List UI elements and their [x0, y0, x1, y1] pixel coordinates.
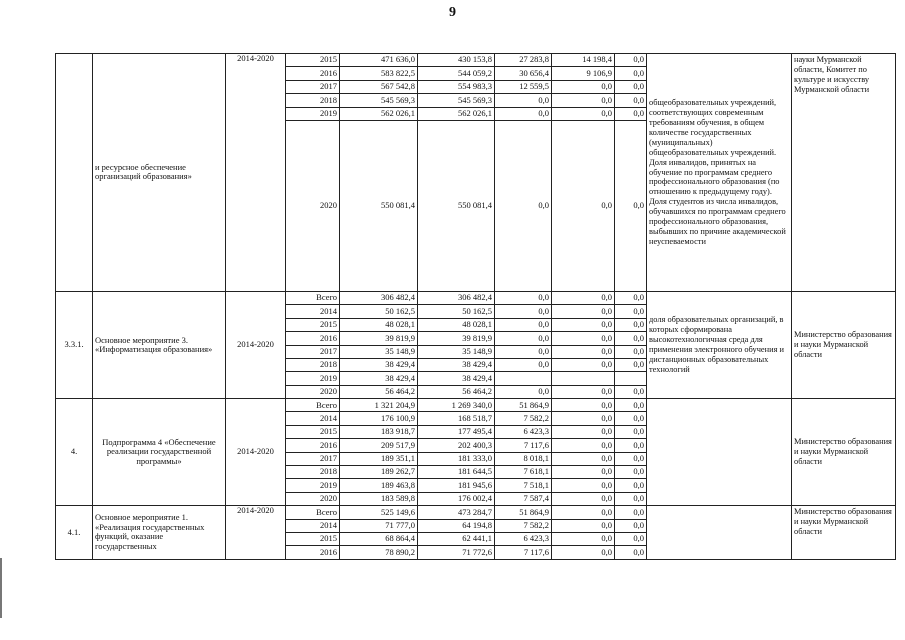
- local-budget: 0,0: [552, 291, 615, 304]
- table-row: [56, 506, 896, 519]
- other-sources: 0,0: [615, 345, 647, 358]
- federal-budget: 7 117,6: [495, 546, 552, 559]
- year: 2020: [286, 385, 340, 398]
- total: 189 262,7: [340, 466, 418, 479]
- total: 525 149,6: [340, 506, 418, 519]
- year: 2018: [286, 94, 340, 107]
- other-sources: 0,0: [615, 412, 647, 425]
- table-row: [56, 54, 896, 67]
- other-sources: 0,0: [615, 452, 647, 465]
- year: 2019: [286, 479, 340, 492]
- period: 2014-2020: [226, 54, 286, 292]
- activity-name: и ресурсное обеспечение организаций образования»: [93, 54, 226, 292]
- other-sources: 0,0: [615, 492, 647, 505]
- regional-budget: 64 194,8: [418, 519, 495, 532]
- regional-budget: 550 081,4: [418, 120, 495, 291]
- total: 471 636,0: [340, 54, 418, 67]
- year: 2017: [286, 345, 340, 358]
- federal-budget: 8 018,1: [495, 452, 552, 465]
- year: 2015: [286, 532, 340, 545]
- scan-margin-mark: [0, 558, 2, 618]
- federal-budget: 0,0: [495, 107, 552, 120]
- local-budget: 14 198,4: [552, 54, 615, 67]
- total: 71 777,0: [340, 519, 418, 532]
- year: Всего: [286, 399, 340, 412]
- regional-budget: 554 983,3: [418, 80, 495, 93]
- federal-budget: 12 559,5: [495, 80, 552, 93]
- local-budget: 0,0: [552, 492, 615, 505]
- local-budget: 0,0: [552, 332, 615, 345]
- local-budget: 0,0: [552, 318, 615, 331]
- other-sources: 0,0: [615, 519, 647, 532]
- other-sources: 0,0: [615, 291, 647, 304]
- federal-budget: 0,0: [495, 332, 552, 345]
- other-sources: 0,0: [615, 466, 647, 479]
- local-budget: 0,0: [552, 425, 615, 438]
- federal-budget: 51 864,9: [495, 399, 552, 412]
- local-budget: 0,0: [552, 479, 615, 492]
- total: 78 890,2: [340, 546, 418, 559]
- regional-budget: 62 441,1: [418, 532, 495, 545]
- year: 2016: [286, 67, 340, 80]
- other-sources: 0,0: [615, 107, 647, 120]
- regional-budget: 181 644,5: [418, 466, 495, 479]
- row-number: 4.: [56, 399, 93, 506]
- other-sources: 0,0: [615, 358, 647, 371]
- total: 209 517,9: [340, 439, 418, 452]
- total: 189 351,1: [340, 452, 418, 465]
- row-number: 4.1.: [56, 506, 93, 560]
- local-budget: 9 106,9: [552, 67, 615, 80]
- federal-budget: 30 656,4: [495, 67, 552, 80]
- regional-budget: 202 400,3: [418, 439, 495, 452]
- local-budget: 0,0: [552, 399, 615, 412]
- activity-name: Основное мероприятие 1. «Реализация государственных функций, оказание государственных: [93, 506, 226, 560]
- local-budget: 0,0: [552, 107, 615, 120]
- total: 550 081,4: [340, 120, 418, 291]
- local-budget: 0,0: [552, 532, 615, 545]
- total: 545 569,3: [340, 94, 418, 107]
- other-sources: 0,0: [615, 532, 647, 545]
- regional-budget: 177 495,4: [418, 425, 495, 438]
- indicator-text: [647, 54, 792, 292]
- year: 2015: [286, 54, 340, 67]
- federal-budget: 7 618,1: [495, 466, 552, 479]
- regional-budget: 38 429,4: [418, 358, 495, 371]
- total: 583 822,5: [340, 67, 418, 80]
- local-budget: 0,0: [552, 305, 615, 318]
- federal-budget: 0,0: [495, 358, 552, 371]
- regional-budget: 50 162,5: [418, 305, 495, 318]
- total: 48 028,1: [340, 318, 418, 331]
- other-sources: 0,0: [615, 546, 647, 559]
- regional-budget: 39 819,9: [418, 332, 495, 345]
- federal-budget: 0,0: [495, 291, 552, 304]
- other-sources: 0,0: [615, 506, 647, 519]
- total: 1 321 204,9: [340, 399, 418, 412]
- year: 2015: [286, 425, 340, 438]
- indicator-text: доля образовательных организаций, в которых сформирована высокотехнологичная среда для применения электронного обучения и дистанционных образовательных технологий: [647, 291, 792, 398]
- table-row: [56, 399, 896, 412]
- year: 2019: [286, 372, 340, 385]
- federal-budget: 7 582,2: [495, 519, 552, 532]
- total: 189 463,8: [340, 479, 418, 492]
- indicator-line: общеобразовательных учреждений, соответствующих современным требованиям обучения, в общем количестве государственных (муниципальных) общеобразовательных учреждений.: [649, 98, 777, 157]
- federal-budget: 0,0: [495, 385, 552, 398]
- page-number: 9: [449, 5, 456, 20]
- local-budget: 0,0: [552, 412, 615, 425]
- total: 176 100,9: [340, 412, 418, 425]
- indicator-text: [647, 506, 792, 560]
- federal-budget: 0,0: [495, 305, 552, 318]
- row-number: [56, 54, 93, 292]
- year: 2016: [286, 546, 340, 559]
- regional-budget: 545 569,3: [418, 94, 495, 107]
- budget-table: [55, 53, 896, 560]
- federal-budget: 51 864,9: [495, 506, 552, 519]
- year: 2015: [286, 318, 340, 331]
- period: 2014-2020: [226, 399, 286, 506]
- other-sources: 0,0: [615, 332, 647, 345]
- other-sources: 0,0: [615, 399, 647, 412]
- other-sources: 0,0: [615, 479, 647, 492]
- regional-budget: 473 284,7: [418, 506, 495, 519]
- total: 35 148,9: [340, 345, 418, 358]
- year: 2020: [286, 492, 340, 505]
- row-number: 3.3.1.: [56, 291, 93, 398]
- total: 68 864,4: [340, 532, 418, 545]
- local-budget: 0,0: [552, 385, 615, 398]
- local-budget: 0,0: [552, 94, 615, 107]
- other-sources: 0,0: [615, 67, 647, 80]
- local-budget: 0,0: [552, 439, 615, 452]
- year: 2014: [286, 412, 340, 425]
- local-budget: [552, 372, 615, 385]
- activity-name: Основное мероприятие 3. «Информатизация образования»: [93, 291, 226, 398]
- regional-budget: 38 429,4: [418, 372, 495, 385]
- year: 2018: [286, 358, 340, 371]
- local-budget: 0,0: [552, 345, 615, 358]
- year: Всего: [286, 506, 340, 519]
- regional-budget: 48 028,1: [418, 318, 495, 331]
- year: 2019: [286, 107, 340, 120]
- year: 2020: [286, 120, 340, 291]
- year: 2016: [286, 439, 340, 452]
- federal-budget: 27 283,8: [495, 54, 552, 67]
- local-budget: 0,0: [552, 358, 615, 371]
- year: 2016: [286, 332, 340, 345]
- indicator-line: Доля студентов из числа инвалидов, обучавшихся по программам среднего профессионального образования, выбывших по причине академической неуспеваемости: [649, 197, 786, 246]
- total: 183 918,7: [340, 425, 418, 438]
- local-budget: 0,0: [552, 120, 615, 291]
- total: 38 429,4: [340, 358, 418, 371]
- regional-budget: 168 518,7: [418, 412, 495, 425]
- federal-budget: 0,0: [495, 318, 552, 331]
- other-sources: 0,0: [615, 385, 647, 398]
- other-sources: [615, 372, 647, 385]
- year: 2018: [286, 466, 340, 479]
- executor: Министерство образования и науки Мурманской области: [792, 399, 896, 506]
- indicator-line: Доля инвалидов, принятых на обучение по программам среднего профессионального образования (по отношению к предыдущему году).: [649, 157, 780, 197]
- federal-budget: 7 582,2: [495, 412, 552, 425]
- year: Всего: [286, 291, 340, 304]
- total: 38 429,4: [340, 372, 418, 385]
- regional-budget: 430 153,8: [418, 54, 495, 67]
- local-budget: 0,0: [552, 466, 615, 479]
- other-sources: 0,0: [615, 54, 647, 67]
- local-budget: 0,0: [552, 506, 615, 519]
- year: 2014: [286, 305, 340, 318]
- other-sources: 0,0: [615, 80, 647, 93]
- regional-budget: 1 269 340,0: [418, 399, 495, 412]
- local-budget: 0,0: [552, 546, 615, 559]
- regional-budget: 176 002,4: [418, 492, 495, 505]
- total: 306 482,4: [340, 291, 418, 304]
- table-body: [56, 54, 896, 560]
- regional-budget: 562 026,1: [418, 107, 495, 120]
- regional-budget: 181 945,6: [418, 479, 495, 492]
- period: 2014-2020: [226, 506, 286, 560]
- regional-budget: 544 059,2: [418, 67, 495, 80]
- federal-budget: [495, 372, 552, 385]
- total: 39 819,9: [340, 332, 418, 345]
- year: 2017: [286, 80, 340, 93]
- federal-budget: 0,0: [495, 94, 552, 107]
- other-sources: 0,0: [615, 318, 647, 331]
- other-sources: 0,0: [615, 120, 647, 291]
- regional-budget: 35 148,9: [418, 345, 495, 358]
- federal-budget: 7 587,4: [495, 492, 552, 505]
- total: 567 542,8: [340, 80, 418, 93]
- total: 50 162,5: [340, 305, 418, 318]
- executor: Министерство образования и науки Мурманской области: [792, 291, 896, 398]
- local-budget: 0,0: [552, 80, 615, 93]
- federal-budget: 6 423,3: [495, 532, 552, 545]
- other-sources: 0,0: [615, 305, 647, 318]
- regional-budget: 306 482,4: [418, 291, 495, 304]
- federal-budget: 7 518,1: [495, 479, 552, 492]
- indicator-text: [647, 399, 792, 506]
- other-sources: 0,0: [615, 94, 647, 107]
- federal-budget: 0,0: [495, 120, 552, 291]
- other-sources: 0,0: [615, 439, 647, 452]
- regional-budget: 56 464,2: [418, 385, 495, 398]
- table-row: [56, 291, 896, 304]
- federal-budget: 7 117,6: [495, 439, 552, 452]
- total: 56 464,2: [340, 385, 418, 398]
- executor: Министерство образования и науки Мурманской области: [792, 506, 896, 560]
- total: 183 589,8: [340, 492, 418, 505]
- federal-budget: 0,0: [495, 345, 552, 358]
- year: 2017: [286, 452, 340, 465]
- local-budget: 0,0: [552, 519, 615, 532]
- local-budget: 0,0: [552, 452, 615, 465]
- regional-budget: 71 772,6: [418, 546, 495, 559]
- federal-budget: 6 423,3: [495, 425, 552, 438]
- executor: науки Мурманской области, Комитет по культуре и искусству Мурманской области: [792, 54, 896, 292]
- total: 562 026,1: [340, 107, 418, 120]
- regional-budget: 181 333,0: [418, 452, 495, 465]
- activity-name: Подпрограмма 4 «Обеспечение реализации государственной программы»: [93, 399, 226, 506]
- other-sources: 0,0: [615, 425, 647, 438]
- period: 2014-2020: [226, 291, 286, 398]
- year: 2014: [286, 519, 340, 532]
